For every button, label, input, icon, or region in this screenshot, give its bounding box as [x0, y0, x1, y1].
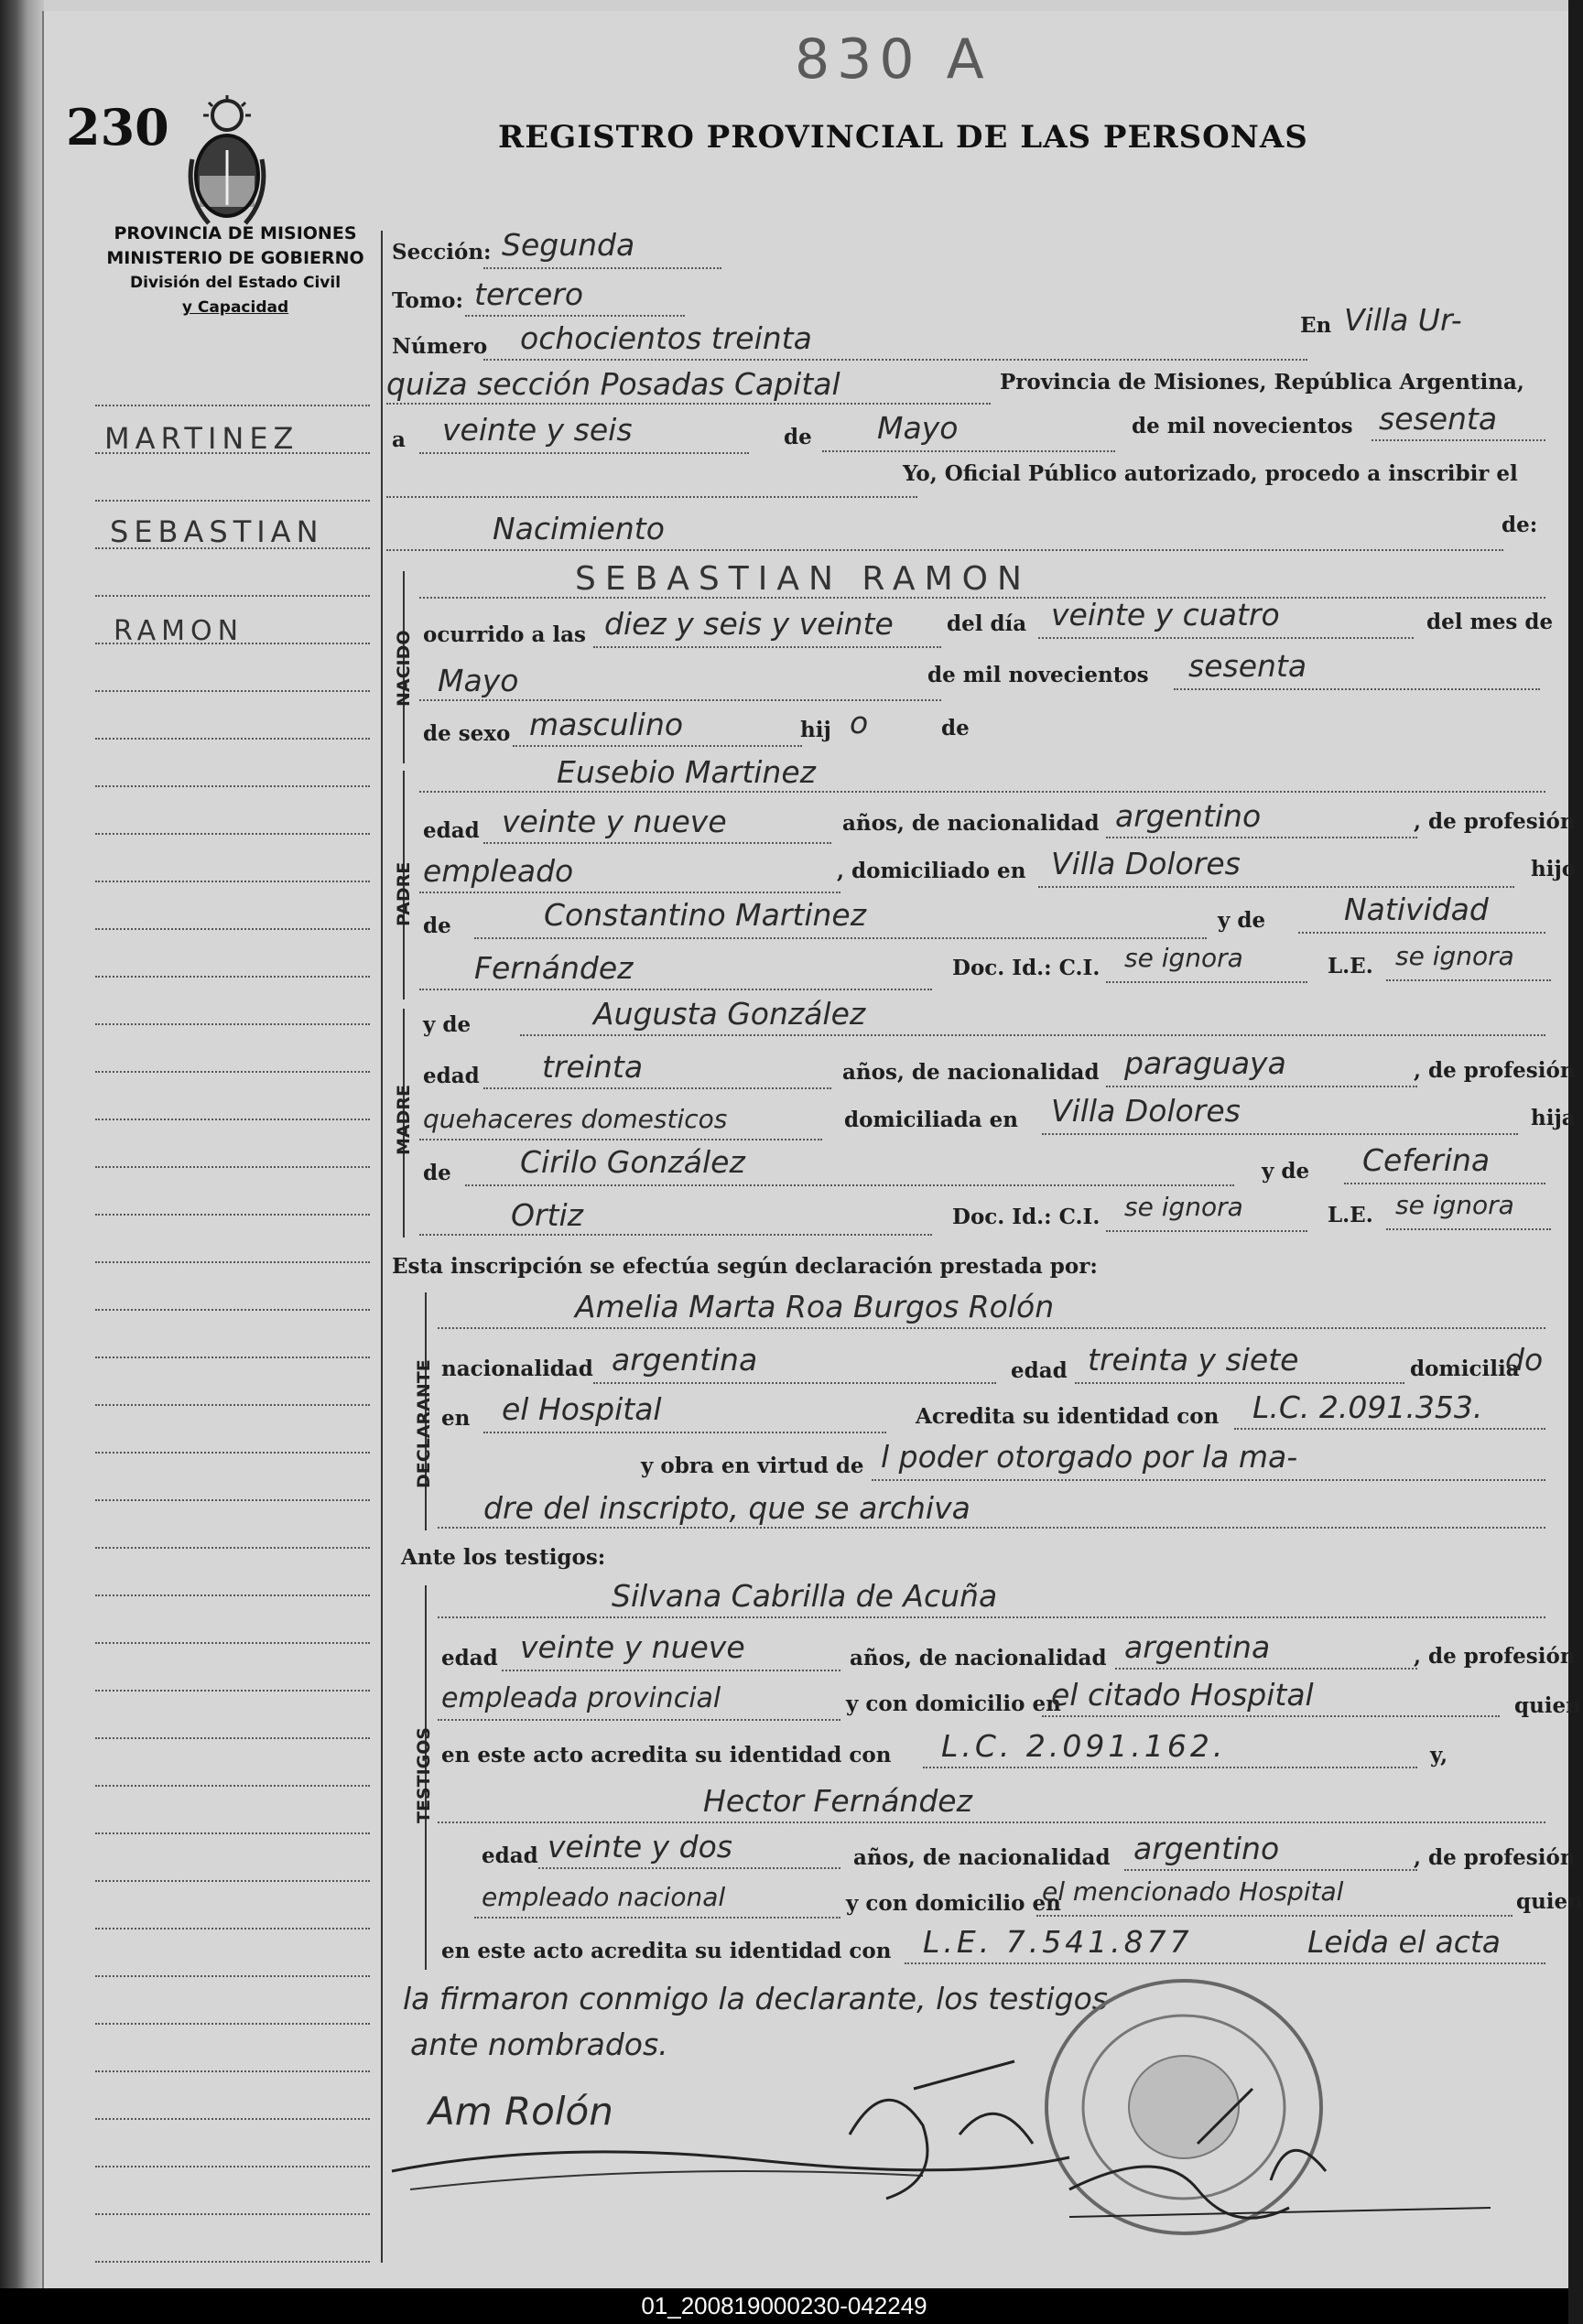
- padre-anos-label: años, de nacionalidad: [842, 811, 1100, 836]
- padre-father-value: Constantino Martinez: [544, 897, 867, 933]
- margin-rule: [95, 1023, 370, 1025]
- year-line: [1372, 439, 1545, 441]
- margin-rule: [95, 1309, 370, 1311]
- padre-profesion-value: empleado: [423, 853, 574, 889]
- numero-line: [483, 359, 1307, 361]
- declarante-virtud-label: y obra en virtud de: [641, 1454, 864, 1478]
- margin-rule: [95, 833, 370, 835]
- padre-yde-label: y de: [1218, 908, 1266, 933]
- day-value: veinte y seis: [442, 412, 633, 448]
- margin-rule: [95, 595, 370, 597]
- padre-nac-value: argentino: [1115, 798, 1262, 834]
- a-label: a: [392, 427, 406, 452]
- margin-rule: [95, 1975, 370, 1977]
- margin-rule: [95, 1214, 370, 1216]
- closing-line2: la firmaron conmigo la declarante, los testigos: [403, 1981, 1108, 2016]
- padre-ci-value: se ignora: [1124, 943, 1243, 973]
- margin-rule: [95, 1594, 370, 1596]
- margin-rule: [95, 2023, 370, 2025]
- margin-rule: [95, 1404, 370, 1406]
- declarante-domicilia-label: domicilia: [1410, 1357, 1520, 1381]
- madre-edad-label: edad: [423, 1064, 480, 1088]
- padre-domicilio-label: , domiciliado en: [837, 859, 1026, 883]
- testigo2-edad-value: veinte y dos: [548, 1829, 732, 1865]
- declarante-intro: Esta inscripción se efectúa según declaración prestada por:: [392, 1254, 1098, 1279]
- day-line: [419, 452, 749, 454]
- nacido-name-line: [419, 597, 1545, 599]
- madre-profesion-label: , de profesión: [1414, 1058, 1576, 1083]
- madre-edad-line: [483, 1087, 831, 1089]
- testigo1-name-line: [438, 1616, 1545, 1618]
- numero-label: Número: [392, 334, 488, 359]
- signatures-drawing: [374, 2052, 1564, 2235]
- madre-profesion-value: quehaceres domesticos: [423, 1104, 728, 1134]
- margin-surname: MARTINEZ: [104, 421, 299, 456]
- margin-rule: [95, 1737, 370, 1739]
- madre-nac-value: paraguaya: [1124, 1045, 1286, 1081]
- testigo2-edad-line: [538, 1867, 840, 1869]
- padre-le-value: se ignora: [1395, 941, 1514, 971]
- testigo1-dom-line: [1042, 1715, 1500, 1717]
- margin-first-name: SEBASTIAN: [110, 514, 324, 549]
- provincia-text: Provincia de Misiones, República Argentina,: [1000, 370, 1524, 395]
- testigo1-edad-label: edad: [441, 1646, 498, 1670]
- padre-label: PADRE: [394, 861, 414, 926]
- madre-le-value: se ignora: [1395, 1190, 1514, 1220]
- nacido-name: SEBASTIAN RAMON: [575, 560, 1031, 598]
- folio-number: 230: [66, 98, 169, 157]
- testigos-intro: Ante los testigos:: [401, 1545, 606, 1570]
- declarante-acredita-label: Acredita su identidad con: [916, 1404, 1220, 1429]
- margin-rule: [95, 2070, 370, 2072]
- dia-value: veinte y cuatro: [1051, 597, 1280, 632]
- year-text: de mil novecientos: [1132, 414, 1353, 438]
- padre-hijo-label: hijo: [1531, 857, 1577, 881]
- margin-rule: [95, 1690, 370, 1692]
- margin-rule: [95, 690, 370, 692]
- margin-rule: [95, 738, 370, 740]
- testigo2-id-line: [905, 1962, 1545, 1964]
- testigo1-name: Silvana Cabrilla de Acuña: [612, 1578, 998, 1614]
- madre-mother-cont-line: [419, 1234, 932, 1236]
- dia-line: [1038, 637, 1414, 639]
- padre-mother-cont: Fernández: [474, 950, 634, 986]
- testigo2-prof-line: [474, 1917, 840, 1919]
- madre-mother-cont: Ortiz: [511, 1197, 583, 1233]
- declarante-virtud-cont: dre del inscripto, que se archiva: [483, 1490, 970, 1526]
- issuer-division: División del Estado Civil: [129, 274, 342, 292]
- declarante-en-label: en: [441, 1406, 471, 1431]
- margin-rule: [95, 785, 370, 787]
- testigo2-dom-value: el mencionado Hospital: [1042, 1876, 1344, 1907]
- padre-profesion-label: , de profesión: [1414, 809, 1576, 834]
- act-value: Nacimiento: [493, 511, 665, 546]
- testigo2-name: Hector Fernández: [703, 1783, 972, 1819]
- del-dia-label: del día: [947, 611, 1027, 636]
- declarante-en-line: [483, 1432, 886, 1433]
- nacido-de-label: de: [941, 716, 970, 740]
- anio-value: sesenta: [1188, 648, 1307, 684]
- margin-rule: [95, 1785, 370, 1787]
- en-value: Villa Ur-: [1344, 302, 1462, 338]
- testigo2-domicilio-label: y con domicilio en: [846, 1891, 1061, 1916]
- madre-name-line: [520, 1034, 1545, 1036]
- madre-ci-line: [1106, 1230, 1307, 1232]
- testigo2-nac-line: [1124, 1869, 1417, 1871]
- year-value: sesenta: [1379, 401, 1498, 437]
- madre-domicilio-line: [1042, 1133, 1518, 1135]
- pencil-number: 830 A: [795, 27, 992, 92]
- register-page: [42, 11, 1583, 2288]
- padre-name-line: [419, 791, 1545, 793]
- padre-le-line: [1386, 979, 1551, 981]
- declarante-edad-line: [1075, 1382, 1404, 1384]
- margin-rule: [95, 1071, 370, 1073]
- testigo2-edad-label: edad: [482, 1843, 538, 1868]
- madre-anos-label: años, de nacionalidad: [842, 1060, 1100, 1085]
- margin-rule: [95, 1642, 370, 1644]
- declarante-domicilia-value: do: [1505, 1342, 1544, 1378]
- margin-rule: [95, 976, 370, 978]
- madre-mother-line: [1344, 1183, 1545, 1184]
- testigo2-profesion-label: , de profesión: [1414, 1845, 1576, 1870]
- sexo-line: [513, 745, 802, 747]
- margin-rule: [95, 405, 370, 406]
- testigo1-dom-value: el citado Hospital: [1051, 1677, 1314, 1713]
- declarante-edad-value: treinta y siete: [1088, 1342, 1299, 1378]
- margin-rule: [95, 1166, 370, 1168]
- sexo-label: de sexo: [423, 721, 511, 746]
- month-line: [822, 450, 1115, 452]
- margin-rule: [95, 2261, 370, 2263]
- padre-ci-line: [1106, 981, 1307, 983]
- padre-mother-value: Natividad: [1344, 892, 1489, 927]
- mes-line: [419, 699, 941, 701]
- margin-rule: [95, 1261, 370, 1263]
- del-mes-label: del mes de: [1426, 610, 1554, 634]
- madre-domicilio-label: domiciliada en: [844, 1108, 1018, 1132]
- margin-rule: [95, 1880, 370, 1882]
- margin-rule: [95, 1928, 370, 1929]
- place-line: [386, 403, 991, 405]
- book-binding: [0, 0, 44, 2288]
- padre-profesion-line: [419, 892, 840, 893]
- margin-rule: [95, 1547, 370, 1549]
- month-value: Mayo: [877, 410, 959, 446]
- padre-de-label: de: [423, 913, 451, 938]
- margin-rule: [95, 1499, 370, 1501]
- declarante-label: DECLARANTE: [414, 1359, 434, 1488]
- padre-name: Eusebio Martinez: [557, 754, 816, 790]
- margin-rule: [95, 500, 370, 502]
- en-label: En: [1300, 313, 1332, 338]
- declarante-name-line: [438, 1327, 1545, 1329]
- padre-mother-line: [1298, 932, 1545, 934]
- hij-value: o: [850, 705, 869, 740]
- testigo2-dom-line: [1036, 1915, 1513, 1917]
- madre-yde2-label: y de: [1262, 1159, 1310, 1184]
- declarante-name: Amelia Marta Roa Burgos Rolón: [575, 1289, 1055, 1324]
- madre-father-line: [465, 1184, 1234, 1186]
- hora-line: [593, 646, 941, 648]
- testigo1-profesion-label: , de profesión: [1414, 1644, 1576, 1669]
- margin-divider: [381, 231, 383, 2263]
- testigo2-id-value: L.E. 7.541.877: [923, 1924, 1193, 1960]
- madre-edad-value: treinta: [542, 1049, 644, 1085]
- page-title: REGISTRO PROVINCIAL DE LAS PERSONAS: [498, 119, 1308, 156]
- testigo1-prof-line: [438, 1719, 840, 1721]
- declarante-en-value: el Hospital: [502, 1391, 662, 1427]
- declarante-nac-value: argentina: [612, 1342, 758, 1378]
- padre-edad-label: edad: [423, 818, 480, 843]
- madre-nac-line: [1106, 1086, 1417, 1087]
- madre-docid-label: Doc. Id.: C.I.: [952, 1205, 1101, 1229]
- declarante-virtud-cont-line: [438, 1527, 1545, 1529]
- declarante-virtud-line: [872, 1479, 1545, 1481]
- madre-le-line: [1386, 1228, 1551, 1230]
- testigo2-anos-label: años, de nacionalidad: [853, 1845, 1111, 1870]
- tomo-value: tercero: [474, 276, 584, 312]
- testigo1-nac-line: [1115, 1668, 1417, 1670]
- margin-rule: [95, 2213, 370, 2215]
- image-id-bar: [0, 2288, 1568, 2324]
- margin-rule: [95, 1832, 370, 1834]
- padre-nac-line: [1106, 837, 1417, 838]
- margin-rule: [95, 2118, 370, 2120]
- padre-docid-label: Doc. Id.: C.I.: [952, 956, 1101, 980]
- declarante-nac-line: [593, 1382, 996, 1384]
- madre-domicilio-value: Villa Dolores: [1051, 1093, 1241, 1129]
- testigos-label: TESTIGOS: [414, 1726, 434, 1823]
- tomo-line: [465, 315, 685, 317]
- testigo1-acredita-label: en este acto acredita su identidad con: [441, 1743, 892, 1767]
- testigo1-id-value: L.C. 2.091.162.: [941, 1728, 1227, 1764]
- de-label: de: [784, 425, 812, 449]
- closing-line1: Leida el acta: [1307, 1924, 1502, 1960]
- oficial-text: Yo, Oficial Público autorizado, procedo a inscribir el: [903, 461, 1518, 486]
- testigo1-edad-value: veinte y nueve: [520, 1629, 745, 1665]
- testigo1-id-line: [923, 1767, 1417, 1768]
- testigo1-nac-value: argentina: [1124, 1629, 1271, 1665]
- issuer-province: PROVINCIA DE MISIONES: [114, 223, 357, 243]
- testigo1-domicilio-label: y con domicilio en: [846, 1692, 1061, 1716]
- mes-value: Mayo: [438, 663, 519, 698]
- issuer-ministry: MINISTERIO DE GOBIERNO: [106, 248, 364, 268]
- margin-rule: [95, 881, 370, 882]
- testigo2-acredita-label: en este acto acredita su identidad con: [441, 1939, 892, 1963]
- madre-name: Augusta González: [593, 996, 866, 1032]
- madre-le-label: L.E.: [1328, 1203, 1373, 1227]
- testigo1-quien-label: quien: [1514, 1693, 1581, 1718]
- seccion-label: Sección:: [392, 240, 492, 265]
- madre-profesion-line: [419, 1139, 822, 1140]
- margin-rule: [95, 2166, 370, 2167]
- madre-de-label: de: [423, 1161, 451, 1185]
- sexo-value: masculino: [529, 707, 684, 742]
- padre-father-line: [474, 937, 1207, 939]
- padre-le-label: L.E.: [1328, 954, 1373, 978]
- testigo2-name-line: [438, 1821, 1545, 1823]
- testigo2-prof-value: empleado nacional: [482, 1882, 726, 1912]
- margin-rule: [95, 928, 370, 930]
- padre-edad-line: [483, 842, 831, 844]
- margin-rule: [95, 1452, 370, 1454]
- coat-of-arms-icon: [181, 95, 273, 232]
- ocurrido-label: ocurrido a las: [423, 622, 586, 647]
- margin-rule: [95, 1119, 370, 1120]
- image-id: 01_200819000230-042249: [641, 2292, 927, 2319]
- seccion-value: Segunda: [502, 227, 635, 263]
- issuer-capacidad: y Capacidad: [181, 298, 289, 317]
- issuer-block: [84, 222, 386, 320]
- madre-ci-value: se ignora: [1124, 1192, 1243, 1222]
- act-line: [386, 549, 1503, 551]
- declarante-id-value: L.C. 2.091.353.: [1252, 1389, 1483, 1425]
- declarante-virtud-value: l poder otorgado por la ma-: [881, 1439, 1298, 1475]
- madre-label: MADRE: [394, 1085, 414, 1155]
- declarante-edad-label: edad: [1011, 1358, 1068, 1383]
- nacido-label: NACIDO: [394, 630, 414, 707]
- place-continued: quiza sección Posadas Capital: [386, 366, 840, 402]
- padre-mother-cont-line: [419, 989, 932, 990]
- closing-line3: ante nombrados.: [410, 2027, 668, 2062]
- margin-rule: [95, 1357, 370, 1358]
- tomo-label: Tomo:: [392, 288, 463, 313]
- testigo1-y-label: y,: [1430, 1743, 1448, 1767]
- blank-line: [386, 496, 917, 498]
- margin-middle-name: RAMON: [114, 615, 244, 647]
- madre-father-value: Cirilo González: [520, 1144, 745, 1180]
- padre-domicilio-line: [1038, 886, 1514, 888]
- hij-label: hij: [800, 718, 831, 742]
- madre-yde-label: y de: [423, 1012, 472, 1037]
- declarante-nac-label: nacionalidad: [441, 1357, 593, 1381]
- madre-hija-label: hija: [1531, 1106, 1576, 1130]
- testigo1-prof-value: empleada provincial: [441, 1682, 721, 1714]
- seccion-line: [483, 267, 721, 269]
- de-colon: de:: [1502, 513, 1538, 537]
- testigo2-nac-value: argentino: [1133, 1831, 1280, 1866]
- padre-domicilio-value: Villa Dolores: [1051, 846, 1241, 881]
- padre-edad-value: veinte y nueve: [502, 804, 727, 839]
- anio-line: [1174, 688, 1540, 690]
- numero-value: ochocientos treinta: [520, 320, 812, 356]
- testigo2-quien-label: quien: [1516, 1889, 1583, 1914]
- declarante-id-line: [1234, 1428, 1545, 1430]
- hora-value: diez y seis y veinte: [604, 606, 894, 642]
- testigo1-edad-line: [502, 1670, 840, 1671]
- signature-declarante: Am Rolón: [428, 2089, 613, 2134]
- testigo1-anos-label: años, de nacionalidad: [850, 1646, 1107, 1670]
- anio-label: de mil novecientos: [927, 663, 1149, 687]
- madre-mother-value: Ceferina: [1362, 1142, 1491, 1178]
